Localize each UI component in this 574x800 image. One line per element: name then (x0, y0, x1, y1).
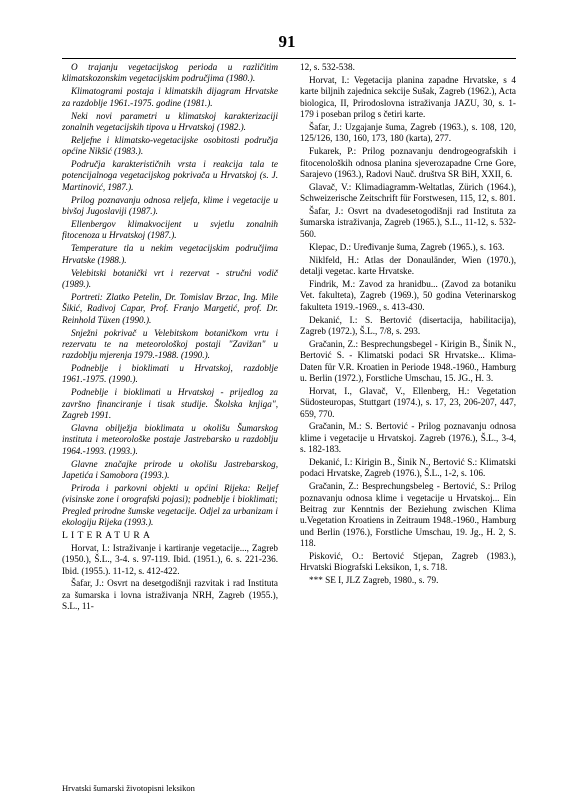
reference-entry: Fukarek, P.: Prilog poznavanju dendrogeografskih i fitocenoloških odnosa planina sjeverozapadne Crne Gore, Sarajevo (1963.), Radovi Nauč. društva SR BiH, XXII, 6. (300, 146, 516, 179)
references-left (62, 543, 278, 613)
reference-entry: Dekanić, I.: Kirigin B., Šinik N., Bertović S.: Klimatski podaci Hrvatske, Zagreb (1976.), Š.L., 1-2, s. 106. (300, 457, 516, 479)
work-entry: Temperature tla u nekim vegetacijskim područjima Hrvatske (1988.). (62, 243, 278, 265)
work-entry: Prilog poznavanju odnosa reljefa, klime i vegetacije u bivšoj Jugoslaviji (1987.). (62, 194, 278, 217)
reference-entry: Gračanin, Z.: Besprechungsbeleg - Bertović, S.: Prilog poznavanju odnosa klime i vegetacije u Hrvatskoj... Ein Beitrag zur Kenntnis der Beziehung zwischen Klima u.Vegetation Kroatiens in Zeitraum 1948.-1960., Hamburg und Berlin (1976.), Forstliche Umschau, 19. Jg., H. 2, S. 118. (300, 481, 516, 549)
reference-entry: Glavač, V.: Klimadiagramm-Weltatlas, Zürich (1964.), Schweizerische Zeitschrift für Forstwesen, 115, 12, s. 801. (300, 181, 516, 204)
references-right (300, 75, 516, 587)
work-entry: Portreti: Zlatko Petelin, Dr. Tomislav Brzac, Ing. Mile Šikić, Radivoj Capar, Prof. Franjo Margetić, prof. Dr. Reinhold Tüxen (1990.). (62, 291, 278, 325)
work-entry: Reljefne i klimatsko-vegetacijske osobitosti područja općine Nikšić (1983.). (62, 134, 278, 157)
work-entry: Podneblje i bioklimati u Hrvatskoj, razdoblje 1961.-1975. (1990.). (62, 363, 278, 385)
reference-entry: Horvat, I., Glavač, V., Ellenberg, H.: Vegetation Südosteuropas, Stuttgart (1974.), s. 17, 23, 206-207, 447, 659, 770. (300, 385, 516, 419)
reference-entry: Gračanin, Z.: Besprechungsbegel - Kirigin B., Šinik N., Bertović S. - Klimatski podaci SR Hrvatske... Klima-Daten für V.R. Kroatien in Periode 1948.-1960., Hamburg u. Berlin (1972.), Forstliche Umschau, 15. JG., H. 3. (300, 338, 516, 383)
reference-entry: Niklfeld, H.: Atlas der Donauländer, Wien (1970.), detalji vegetac. karte Hrvatske. (300, 254, 516, 276)
work-entry: Klimatogrami postaja i klimatskih dijagram Hrvatske za razdoblje 1961.-1975. godine (1981.). (62, 86, 278, 108)
reference-entry: Šafar, J.: Osvrt na dvadesetogodišnji rad Instituta za šumarska istraživanja, Zagreb (1965.), S.L., 11-12, s. 532-560. (300, 206, 516, 239)
reference-entry: Findrik, M.: Zavod za hranidbu... (Zavod za botaniku Vet. fakulteta), Zagreb (1969.), 50 godina Veterinarskog fakulteta 1919.-1969., s. 413-430. (300, 278, 516, 312)
work-entry: Snježni pokrivač u Velebitskom botaničkom vrtu i rezervatu te na meteorološkoj postaji "Zavižan" u razdoblju mjerenja 1979.-1988. (1990.). (62, 327, 278, 361)
work-entry: Priroda i parkovni objekti u općini Rijeka: Reljef (visinske zone i orografski pojasi); podneblje i bioklimati; Pregled prirodne šumske vegetacije. Odjel za urbanizam i ekologiju Rijeka (1993.). (62, 482, 278, 527)
reference-entry: Klepac, D.: Uređivanje šuma, Zagreb (1965.), s. 163. (309, 241, 505, 252)
work-entry: Velebitski botanički vrt i rezervat - stručni vodič (1989.). (62, 267, 278, 289)
literature-heading: LITERATURA (62, 529, 154, 541)
page-number: 91 (278, 32, 296, 51)
footer: Hrvatski šumarski životopisni leksikon (62, 783, 195, 793)
left-column (62, 62, 278, 614)
work-entry: Podneblje i bioklimati u Hrvatskoj - prijedlog za završno financiranje i tisak studije. Školska knjiga", Zagreb 1991. (62, 387, 278, 421)
reference-entry: Šafar, J.: Osvrt na desetgodišnji razvitak i rad Instituta za šumarska i lovna istraživanja NRH, Zagreb (1955.), S.L., 11- (62, 578, 278, 612)
header-rule (62, 58, 516, 59)
reference-entry: Pisković, O.: Bertović Stjepan, Zagreb (1983.), Hrvatski Biografski Leksikon, 1, s. 718. (300, 551, 516, 573)
reference-entry: Horvat, I.: Vegetacija planina zapadne Hrvatske, s 4 karte biljnih zajednica sekcije Sušak, Zagreb (1962.), Acta biologica, II, Prirodoslovna istraživanja JAZU, 30, s. 1-179 i poseban prilog s četiri karte. (300, 74, 516, 119)
work-entry: Neki novi parametri u klimatskoj karakterizaciji zonalnih vegetacijskih tipova u Hrvatskoj (1982.). (62, 110, 278, 132)
work-entry: Glavne značajke prirode u okolišu Jastrebarskog, Japetića i Samobora (1993.). (62, 458, 278, 480)
reference-entry: Šafar, J.: Uzgajanje šuma, Zagreb (1963.), s. 108, 120, 125/126, 130, 160, 173, 180 (karta), 277. (300, 121, 516, 144)
reference-entry: Dekanić, I.: S. Bertović (disertacija, habilitacija), Zagreb (1972.), Š.L., 7/8, s. 293. (300, 314, 516, 336)
reference-entry: Horvat, I.: Istraživanje i kartiranje vegetacije..., Zagreb (1950.), Š.L., 3-4. s. 97-119. Ibid. (1951.), 6. s. 221-236. Ibid. (1955.). 11-12, s. 412-422. (62, 542, 278, 576)
reference-entry: Gračanin, M.: S. Bertović - Prilog poznavanju odnosa klime i vegetacije u Hrvatskoj. Zagreb (1976.), Š.L., 3-4, s. 182-183. (300, 421, 516, 455)
work-entry: Glavna obilježja bioklimata u okolišu Šumarskog instituta i meteorološke postaje Jastrebarsko u razdoblju 1964.-1993. (1993.). (62, 423, 278, 456)
work-entry: O trajanju vegetacijskog perioda u različitim klimatskozonskim vegetacijskim područjima (1980.). (62, 62, 278, 84)
reference-entry: *** SE I, JLZ Zagreb, 1980., s. 79. (309, 575, 439, 586)
work-entry: Ellenbergov klimakvocijent u svjetlu zonalnih fitocenoza u Hrvatskoj (1987.). (62, 219, 278, 241)
right-column (300, 62, 516, 588)
work-entry: Područja karakterističnih vrsta i reakcija tala te potencijalnoga vegetacijskog pokrivača u Hrvatskoj (s. J. Martinović, 1987.). (62, 159, 278, 192)
works-list (62, 62, 278, 528)
reference-continuation: 12, s. 532-538. (300, 62, 355, 72)
